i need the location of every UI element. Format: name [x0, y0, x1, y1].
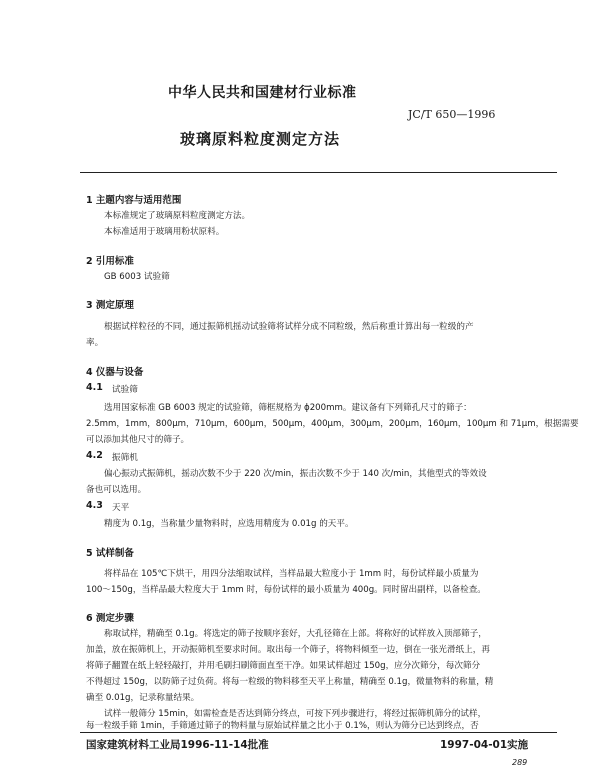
section-5-line: 将样品在 105℃下烘干，用四分法缩取试样，当样品最大粒度小于 1mm 时，每份试样最小质量为 — [104, 569, 479, 579]
section-3-heading: 3 测定原理 — [86, 300, 134, 311]
section-5-heading: 5 试样制备 — [86, 548, 134, 559]
section-3-line: 根据试样粒径的不同，通过振筛机摇动试验筛将试样分成不同粒级，然后称重计算出每一粒级的产 — [104, 322, 474, 332]
section-6-heading: 6 测定步骤 — [86, 613, 134, 624]
section-2-heading: 2 引用标准 — [86, 256, 134, 267]
page-number: 289 — [512, 758, 528, 767]
section-6-line: 每一粒级手筛 1min，手筛通过筛子的物料量与原始试样量之比小于 0.1%，则认为筛分已达到终点，否 — [86, 721, 479, 731]
section-6-line: 试样一般筛分 15min，如需检查是否达到筛分终点，可按下列步骤进行，将经过振筛机筛分的试样， — [104, 709, 487, 719]
section-6-line: 确至 0.01g，记录称量结果。 — [86, 693, 200, 703]
section-6-line: 将筛子翻置在纸上轻轻敲打，并用毛刷扫刷筛面直至干净。如果试样超过 150g，应分次筛分，每次筛分 — [86, 661, 481, 671]
subsection-4-2-line: 备也可以选用。 — [86, 485, 147, 495]
section-6-line: 称取试样，精确至 0.1g。将选定的筛子按顺序套好，大孔径筛在上部。将称好的试样放入顶部筛子， — [104, 629, 487, 639]
subsection-4-2-title: 振筛机 — [112, 453, 138, 463]
section-6-line: 加盖，放在振筛机上，开动振筛机至要求时间。取出每一个筛子，将物料倾至一边，倒在一张光滑纸上，再 — [86, 645, 490, 655]
subsection-4-1-line: 可以添加其他尺寸的筛子。 — [86, 435, 190, 445]
section-5-line: 100～150g，当样品最大粒度大于 1mm 时，每份试样的最小质量为 400g。同时留出副样，以备检查。 — [86, 585, 486, 595]
standard-code: JC/T 650—1996 — [408, 108, 496, 121]
subsection-4-2-number: 4.2 — [86, 450, 103, 461]
subsection-4-2-line: 偏心振动式振筛机，摇动次数不少于 220 次/min，振击次数不少于 140 次/min，其他型式的等效设 — [104, 469, 487, 479]
subsection-4-1-line: 2.5mm，1mm，800μm，710μm，600μm，500μm，400μm，300μm，200μm，160μm，100μm 和 71μm，根据需要 — [86, 419, 579, 429]
org-title: 中华人民共和国建材行业标准 — [168, 85, 357, 101]
section-2-line: GB 6003 试验筛 — [104, 272, 170, 282]
approval-date: 国家建筑材料工业局1996-11-14批准 — [86, 739, 269, 751]
section-1-line: 本标准规定了玻璃原料粒度测定方法。 — [104, 211, 251, 221]
subsection-4-1-line: 选用国家标准 GB 6003 规定的试验筛，筛框规格为 ϕ200mm。建议备有下列筛孔尺寸的筛子： — [104, 403, 472, 413]
subsection-4-3-title: 天平 — [112, 503, 130, 513]
footer-rule — [80, 732, 557, 733]
subsection-4-1-title: 试验筛 — [112, 385, 138, 395]
implementation-date: 1997-04-01实施 — [440, 739, 529, 751]
section-6-line: 不得超过 150g，以防筛子过负荷。将每一粒级的物料移至天平上称量，精确至 0.1g，微量物料的称量，精 — [86, 677, 494, 687]
section-1-heading: 1 主题内容与适用范围 — [86, 195, 182, 206]
section-1-line: 本标准适用于玻璃用粉状原料。 — [104, 227, 225, 237]
section-3-line: 率。 — [86, 338, 104, 348]
subsection-4-1-number: 4.1 — [86, 382, 103, 393]
section-4-heading: 4 仪器与设备 — [86, 367, 144, 378]
subsection-4-3-line: 精度为 0.1g，当称量少量物料时，应选用精度为 0.01g 的天平。 — [104, 519, 354, 529]
subsection-4-3-number: 4.3 — [86, 500, 103, 511]
header-rule — [80, 172, 557, 173]
document-title: 玻璃原料粒度测定方法 — [180, 130, 341, 148]
